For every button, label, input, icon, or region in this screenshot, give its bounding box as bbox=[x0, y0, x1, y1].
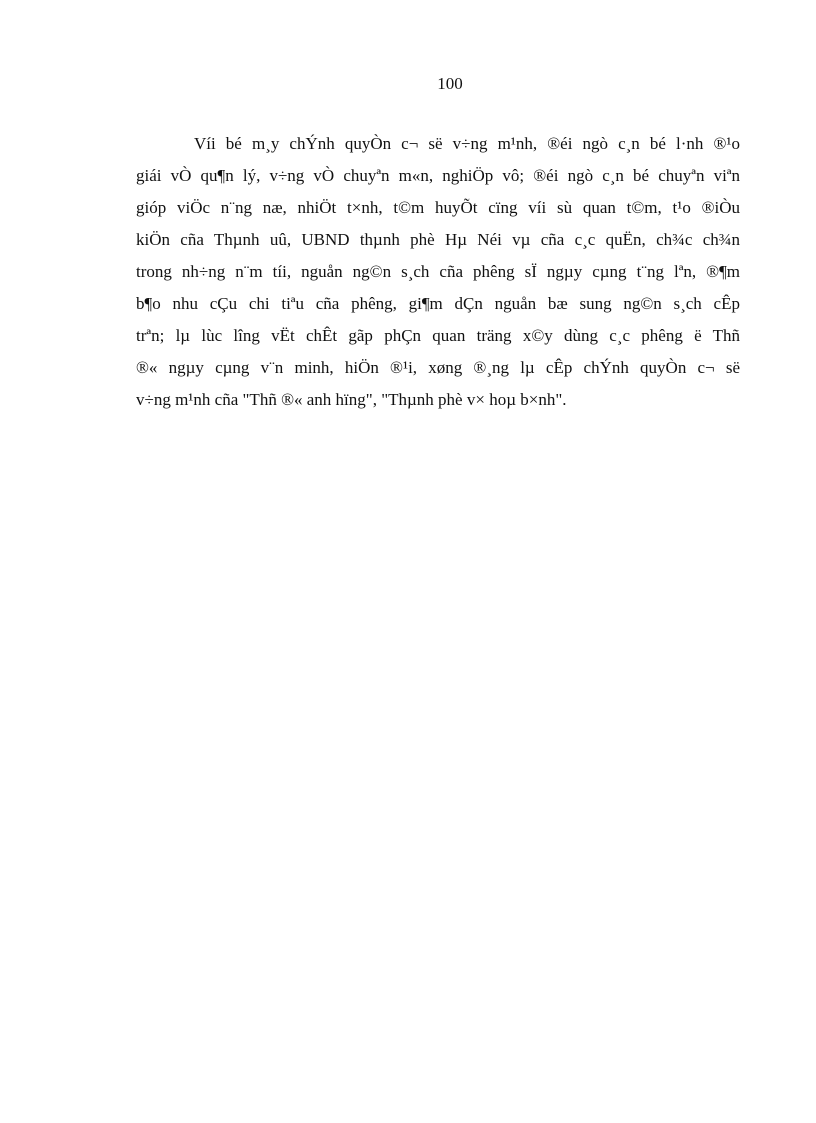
paragraph-line: b¶o nhu cÇu chi tiªu cña phêng, gi¶m dÇn nguån bæ sung ng©n s¸ch cÊp bbox=[136, 294, 740, 313]
page-number: 100 bbox=[437, 74, 463, 93]
paragraph-line: Víi bé m¸y chÝnh quyÒn c¬ së v÷ng m¹nh, ®éi ngò c¸n bé l·nh ®¹o bbox=[194, 134, 740, 153]
paragraph-line: trªn; lµ lùc lîng vËt chÊt gãp phÇn quan träng x©y dùng c¸c phêng ë Thñ bbox=[136, 326, 740, 345]
paragraph-line: v÷ng m¹nh cña "Thñ ®« anh hïng", "Thµnh phè v× hoµ b×nh". bbox=[136, 390, 567, 409]
paragraph-line: ®« ngµy cµng v¨n minh, hiÖn ®¹i, xøng ®¸ng lµ cÊp chÝnh quyÒn c¬ së bbox=[136, 358, 740, 377]
paragraph-line: kiÖn cña Thµnh uû, UBND thµnh phè Hµ Néi vµ cña c¸c quËn, ch¾c ch¾n bbox=[136, 230, 740, 249]
paragraph-line: giái vÒ qu¶n lý, v÷ng vÒ chuyªn m«n, nghiÖp vô; ®éi ngò c¸n bé chuyªn viªn bbox=[136, 166, 740, 185]
paragraph-line: gióp viÖc n¨ng næ, nhiÖt t×nh, t©m huyÕt cïng víi sù quan t©m, t¹o ®iÒu bbox=[136, 198, 740, 217]
paragraph-line: trong nh÷ng n¨m tíi, nguån ng©n s¸ch cña phêng sÏ ngµy cµng t¨ng lªn, ®¶m bbox=[136, 262, 740, 281]
body-paragraph bbox=[136, 132, 740, 420]
